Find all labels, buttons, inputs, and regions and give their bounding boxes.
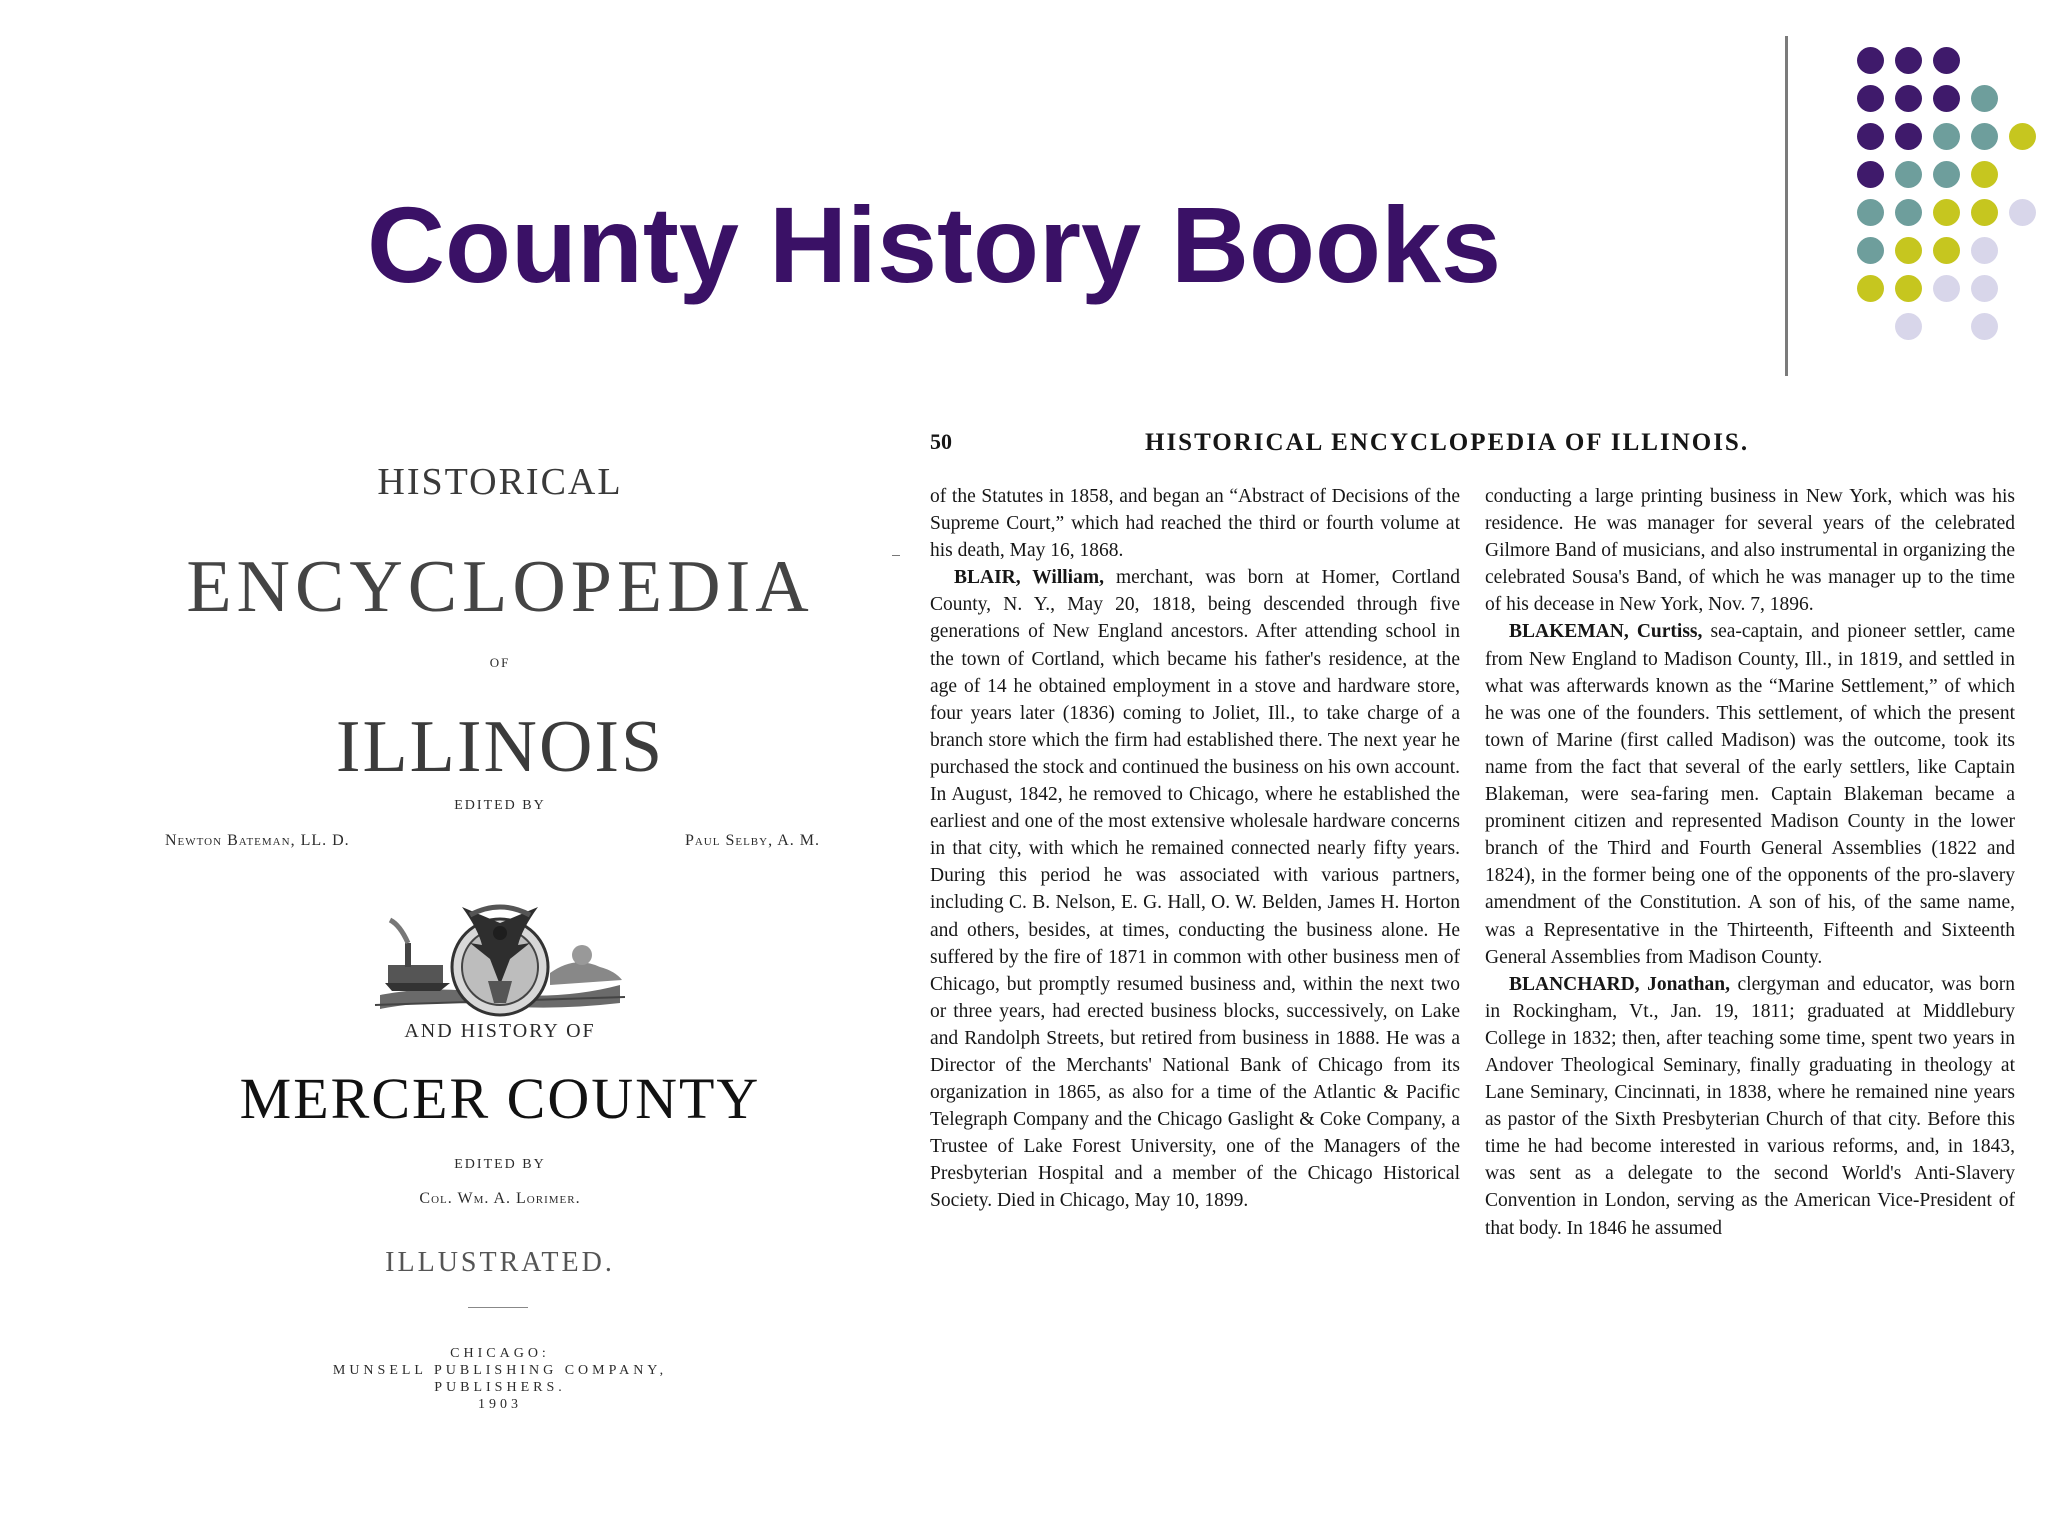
decorative-dot: [1895, 123, 1922, 150]
decorative-dot: [1971, 161, 1998, 188]
decorative-dot: [1857, 123, 1884, 150]
decorative-dot: [1933, 47, 1960, 74]
title-page-scan: [150, 445, 850, 1485]
title-page-county-name: MERCER COUNTY: [239, 1066, 761, 1131]
decorative-dot: [1895, 237, 1922, 264]
right-column-paragraph: conducting a large printing business in New York, which was his residence. He was manager for several years of the celebrated Gilmore Band of musicians, and also instrumental in organizing the celebrated Sousa's Band, of which he was manager up to the time of his decease in New York, Nov. 7, 1896.: [1485, 486, 2015, 616]
title-page-edited-by-county: EDITED BY: [454, 1157, 546, 1172]
entry-name: BLAKEMAN, Curtiss,: [1509, 621, 1703, 643]
decorative-dot: [1971, 237, 1998, 264]
title-page-editor-left: Newton Bateman, LL. D.: [165, 832, 350, 849]
decorative-dot: [1933, 123, 1960, 150]
entry-text: merchant, was born at Homer, Cortland County, N. Y., May 20, 1818, being descended through five generations of New England ancestors. After attending school in the town of Cortland, which became his father's residence, at the age of 14 he obtained employment in a stove and hardware store, four years later (1836) coming to Joliet, Ill., to take charge of a branch store which the firm had established there. The next year he purchased the stock and continued the business on his own account. In August, 1842, he removed to Chicago, where he established the earliest and one of the most extensive wholesale hardware concerns in that city, with which he remained connected nearly fifty years. During this period he was associated with various partners, including C. B. Nelson, E. G. Hall, O. W. Belden, James H. Horton and others, besides, at times, conducting the business alone. He suffered by the fire of 1871 in common with other business men of Chicago, but promptly resumed business and, within the next two or three years, had erected business blocks, successively, on Lake and Randolph Streets, but retired from business in 1888. He was a Director of the Merchants' National Bank of Chicago from its organization in 1865, as also for a time of the Atlantic & Pacific Telegraph Company and the Chicago Gaslight & Coke Company, a Trustee of Lake Forest University, one of the Managers of the Presbyterian Hospital and a member of the Chicago Historical Society. Died in Chicago, May 10, 1899.: [930, 567, 1461, 1212]
decorative-dot: [1857, 47, 1884, 74]
decorative-dot: [1933, 161, 1960, 188]
decorative-dot: [1971, 313, 1998, 340]
decorative-dot: [1857, 237, 1884, 264]
entry-name: BLAIR, William,: [954, 567, 1104, 589]
title-page-and-history-of: AND HISTORY OF: [404, 1020, 596, 1042]
decorative-dot: [2009, 199, 2036, 226]
decorative-dot: [1933, 237, 1960, 264]
decorative-dot: [1971, 199, 1998, 226]
entry-blakeman: [1485, 618, 2015, 970]
title-page-year: 1903: [478, 1397, 522, 1412]
decorative-dot: [1971, 123, 1998, 150]
decorative-dot: [1895, 275, 1922, 302]
page-running-header: HISTORICAL ENCYCLOPEDIA OF ILLINOIS.: [1145, 429, 1750, 456]
decorative-dot: [1933, 85, 1960, 112]
encyclopedia-page-scan: [930, 425, 2020, 1500]
title-page-line-encyclopedia: ENCYCLOPEDIA: [186, 546, 814, 628]
left-text-column: [930, 483, 1460, 1215]
title-page-edited-by: EDITED BY: [454, 798, 546, 813]
title-page-illustrated: ILLUSTRATED.: [385, 1247, 615, 1278]
entry-blanchard: [1485, 971, 2015, 1242]
right-text-column: [1485, 483, 2015, 1242]
title-page-publisher-block: [150, 1345, 850, 1413]
decorative-dot: [1857, 199, 1884, 226]
title-page-line-historical: HISTORICAL: [377, 461, 623, 503]
entry-name: BLANCHARD, Jonathan,: [1509, 973, 1730, 995]
decorative-dot: [1971, 275, 1998, 302]
entry-text: clergyman and educator, was born in Rockingham, Vt., Jan. 19, 1811; graduated at Middlebury College in 1832; then, after teaching some time, spent two years in Andover Theological Seminary, finally graduating in theology at Lane Seminary, Cincinnati, in 1838, where he remained nine years as pastor of the Sixth Presbyterian Church of that city. Before this time he had become interested in various reforms, and, in 1843, was sent as a delegate to the second World's Anti-Slavery Convention in London, serving as the American Vice-President of that body. In 1846 he assumed: [1485, 973, 2016, 1239]
title-page-line-of: OF: [489, 655, 511, 670]
entry-blair: [930, 564, 1460, 1214]
page-number: 50: [930, 429, 952, 454]
title-page-publisher: MUNSELL PUBLISHING COMPANY,: [332, 1363, 668, 1378]
decorative-dot: [1857, 85, 1884, 112]
state-seal-engraving: [370, 885, 630, 1040]
decorative-dot: [1971, 85, 1998, 112]
title-page-rule: [468, 1307, 528, 1308]
title-page-pub-city: CHICAGO:: [450, 1346, 550, 1361]
decorative-dot: [1933, 199, 1960, 226]
decorative-dot: [1895, 313, 1922, 340]
scan-margin-mark: [892, 555, 900, 556]
title-page-publishers: PUBLISHERS.: [434, 1380, 566, 1395]
title-page-line-illinois: ILLINOIS: [335, 706, 665, 788]
decorative-dot: [1895, 85, 1922, 112]
decorative-dot: [1857, 161, 1884, 188]
decorative-dot: [1895, 199, 1922, 226]
decorative-dot: [1895, 47, 1922, 74]
decorative-dot: [2009, 123, 2036, 150]
decorative-dot: [1895, 161, 1922, 188]
left-column-paragraph: of the Statutes in 1858, and began an “Abstract of Decisions of the Supreme Court,” which had reached the third or fourth volume at his death, May 16, 1868.: [930, 486, 1460, 562]
entry-text: sea-captain, and pioneer settler, came from New England to Madison County, Ill., in 1819, and settled in what was afterwards known as the “Marine Settlement,” of which he was one of the founders. This settlement, of which the present town of Marine (first called Madison) was the outcome, took its name from the fact that several of the early settlers, like Captain Blakeman, were sea-faring men. Captain Blakeman became a prominent citizen and represented Madison County in the lower branch of the Third and Fourth General Assemblies (1822 and 1824), in the former being one of the opponents of the pro-slavery amendment of the Constitution. A son of his, of the same name, was a Representative in the Thirteenth, Fifteenth and Sixteenth General Assemblies from Madison County.: [1485, 621, 2015, 968]
slide-title: County History Books: [367, 184, 1502, 305]
decorative-dot: [1857, 275, 1884, 302]
title-divider-line: [1785, 36, 1788, 376]
title-page-editor-right: Paul Selby, A. M.: [684, 832, 820, 849]
title-page-county-editor: Col. Wm. A. Lorimer.: [419, 1190, 581, 1207]
decorative-dot: [1933, 275, 1960, 302]
